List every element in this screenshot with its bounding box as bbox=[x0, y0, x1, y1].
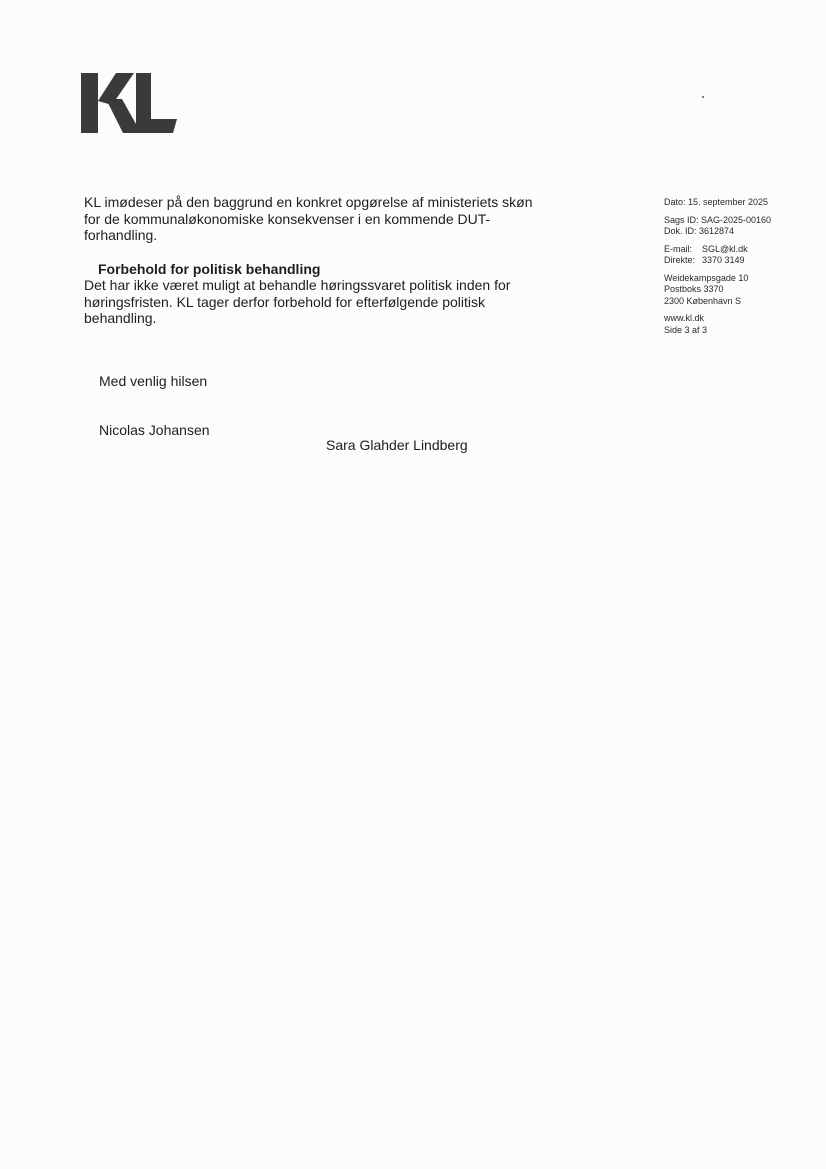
closing-greeting: Med venlig hilsen bbox=[99, 373, 208, 389]
contact-group bbox=[664, 244, 771, 267]
kl-logo bbox=[81, 73, 177, 135]
scan-speck bbox=[702, 96, 704, 98]
address-line-1: Weidekampsgade 10 bbox=[664, 272, 749, 283]
section-heading: Forbehold for politisk behandling bbox=[98, 261, 321, 277]
letter-body bbox=[84, 194, 554, 244]
email-value[interactable]: SGL@kl.dk bbox=[702, 243, 748, 254]
phone-value: 3370 3149 bbox=[702, 255, 745, 265]
address-line-3: 2300 København S bbox=[664, 295, 742, 306]
letter-meta-sidebar bbox=[664, 197, 771, 342]
website-link[interactable]: www.kl.dk bbox=[664, 313, 705, 323]
phone-line bbox=[664, 255, 771, 267]
paragraph-1: KL imødeser på den baggrund en konkret opgørelse af ministeriets skøn for de kommunaløkonomiske konsekvenser i en kommende DUT- forhandling. bbox=[84, 194, 533, 243]
signer-name-2: Sara Glahder Lindberg bbox=[326, 437, 468, 453]
email-line bbox=[664, 244, 771, 256]
signer-name-1: Nicolas Johansen bbox=[99, 422, 210, 438]
address-line-2: Postboks 3370 bbox=[664, 284, 724, 294]
email-label: E-mail: bbox=[664, 243, 693, 254]
paragraph-2: Det har ikke været muligt at behandle høringssvaret politisk inden for høringsfristen. KL tager derfor forbehold for efterfølgende politisk behandling. bbox=[84, 277, 511, 326]
address-group bbox=[664, 273, 771, 308]
case-ids-group bbox=[664, 215, 771, 238]
web-page-group bbox=[664, 313, 771, 336]
page-number: Side 3 af 3 bbox=[664, 324, 708, 335]
date-line: Dato: 15. september 2025 bbox=[664, 197, 769, 207]
phone-label: Direkte: bbox=[664, 255, 696, 265]
kl-logo-graphic bbox=[81, 73, 177, 135]
date-group bbox=[664, 197, 771, 209]
case-id-line: Sags ID: SAG-2025-00160 bbox=[664, 214, 772, 225]
document-id-line: Dok. ID: 3612874 bbox=[664, 226, 735, 236]
